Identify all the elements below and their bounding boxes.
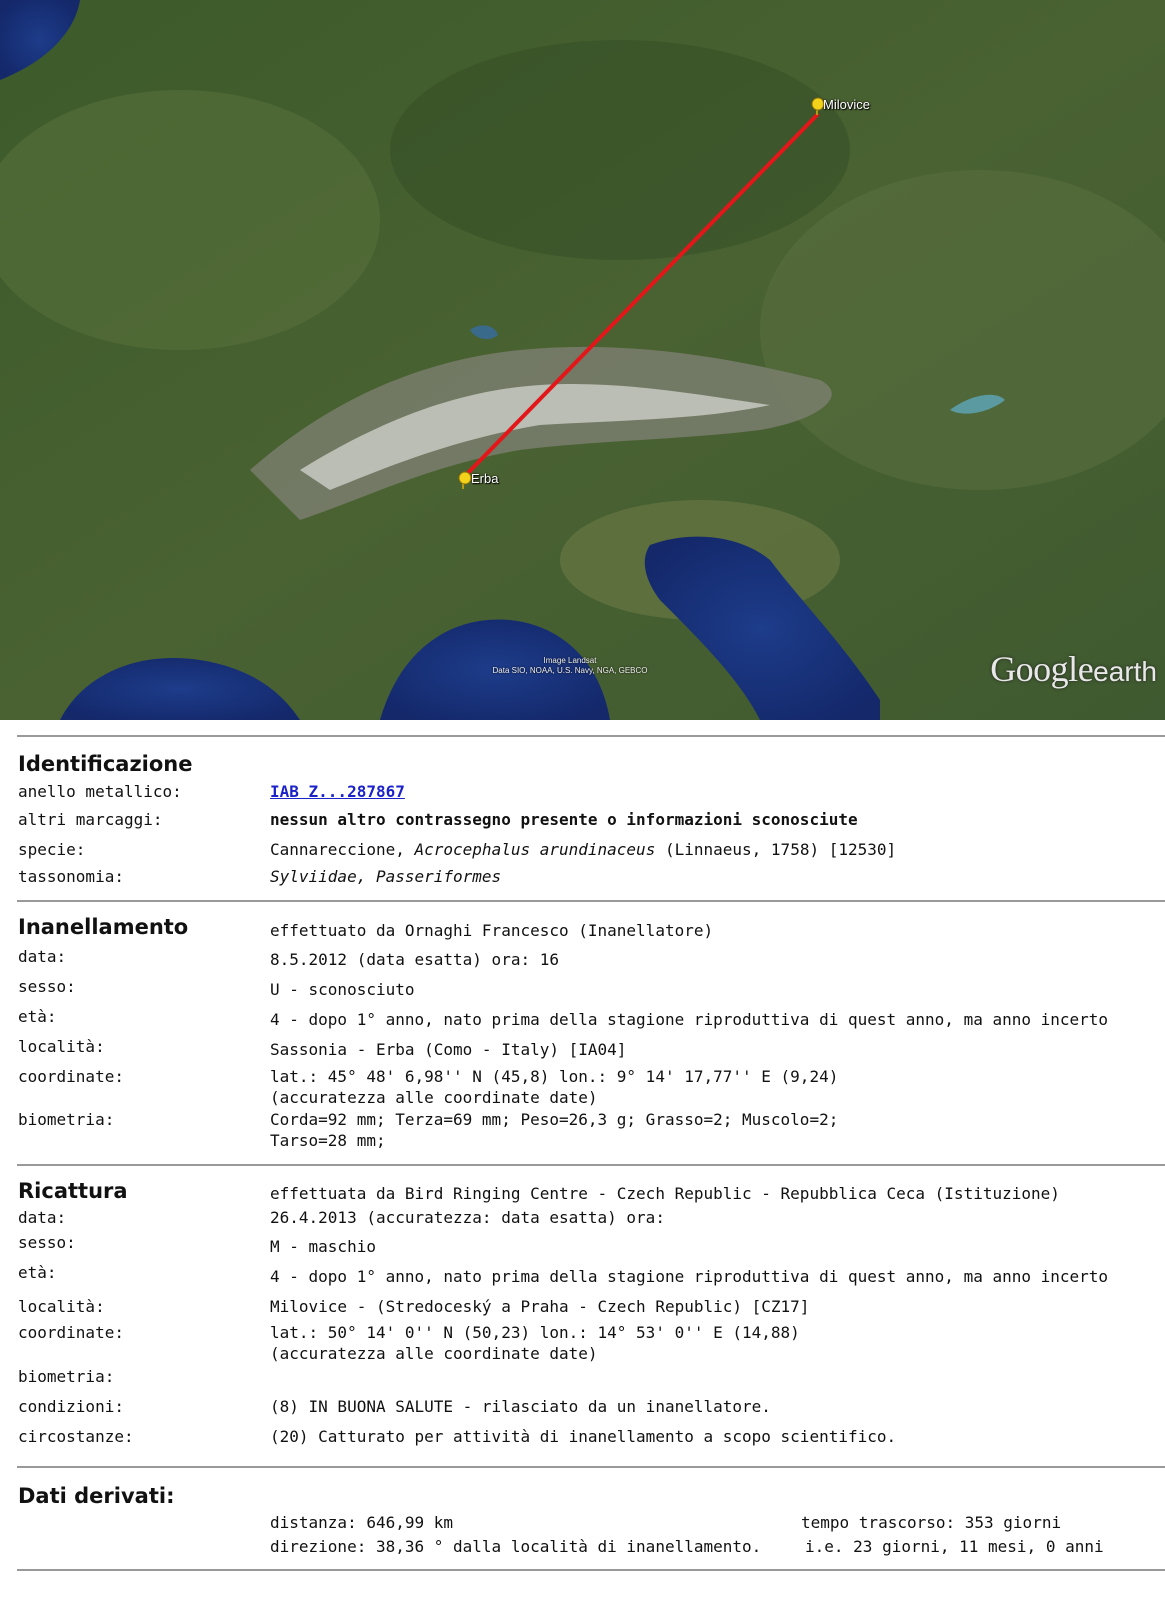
inanellamento-data: 8.5.2012 (data esatta) ora: 16 <box>270 950 559 969</box>
google-earth-logo <box>990 648 1157 690</box>
inanellamento-eta: 4 - dopo 1° anno, nato prima della stagione riproduttiva di quest anno, ma anno incerto <box>270 1010 1109 1029</box>
ring-link[interactable]: IAB Z...287867 <box>270 782 405 801</box>
specie-common: Cannareccione, <box>270 840 415 859</box>
ricattura-coordinate-note: (accuratezza alle coordinate date) <box>270 1344 598 1363</box>
derivati-direzione: direzione: 38,36 ° dalla località di inanellamento. <box>270 1537 762 1556</box>
inanellamento-by: effettuato da Ornaghi Francesco (Inanellatore) <box>270 921 714 940</box>
label-sesso: sesso: <box>18 977 76 996</box>
derivati-distanza: distanza: 646,99 km <box>270 1513 454 1532</box>
inanellamento-sesso: U - sconosciuto <box>270 980 415 999</box>
imagery-credit <box>470 656 670 676</box>
derivati-tempo: tempo trascorso: 353 giorni <box>801 1513 1062 1532</box>
label-eta: età: <box>18 1263 57 1282</box>
satellite-map[interactable] <box>0 0 1165 720</box>
label-anello: anello metallico: <box>18 782 182 801</box>
ricattura-coordinate: lat.: 50° 14' 0'' N (50,23) lon.: 14° 53' 0'' E (14,88) <box>270 1323 800 1342</box>
section-divider <box>17 735 1165 737</box>
label-coordinate: coordinate: <box>18 1067 124 1086</box>
credit-line: Data SIO, NOAA, U.S. Navy, NGA, GEBCO <box>492 666 648 675</box>
section-title-dati-derivati: Dati derivati: <box>18 1484 175 1508</box>
label-circostanze: circostanze: <box>18 1427 134 1446</box>
section-title-inanellamento: Inanellamento <box>18 915 189 939</box>
inanellamento-coordinate: lat.: 45° 48' 6,98'' N (45,8) lon.: 9° 14' 17,77'' E (9,24) <box>270 1067 839 1086</box>
label-tassonomia: tassonomia: <box>18 867 124 886</box>
section-divider <box>17 900 1165 902</box>
ricattura-condizioni: (8) IN BUONA SALUTE - rilasciato da un inanellatore. <box>270 1397 771 1416</box>
inanellamento-localita: Sassonia - Erba (Como - Italy) [IA04] <box>270 1040 627 1059</box>
label-sesso: sesso: <box>18 1233 76 1252</box>
label-data: data: <box>18 947 67 966</box>
credit-line: Image Landsat <box>543 656 597 665</box>
label-specie: specie: <box>18 840 86 859</box>
label-eta: età: <box>18 1007 57 1026</box>
tassonomia-value: Sylviidae, Passeriformes <box>270 867 502 886</box>
inanellamento-biometria-2: Tarso=28 mm; <box>270 1131 386 1150</box>
specie-authority: (Linnaeus, 1758) [12530] <box>655 840 897 859</box>
ricattura-sesso: M - maschio <box>270 1237 376 1256</box>
logo-earth: earth <box>1093 656 1157 687</box>
section-divider <box>17 1164 1165 1166</box>
marker-label-milovice: Milovice <box>823 97 870 112</box>
specie-value <box>270 840 896 859</box>
label-data: data: <box>18 1208 67 1227</box>
ring-value <box>270 782 405 801</box>
section-divider <box>17 1569 1165 1571</box>
ricattura-data: 26.4.2013 (accuratezza: data esatta) ora: <box>270 1208 665 1227</box>
label-condizioni: condizioni: <box>18 1397 124 1416</box>
section-title-identificazione: Identificazione <box>18 752 193 776</box>
label-biometria: biometria: <box>18 1367 115 1386</box>
ricattura-circostanze: (20) Catturato per attività di inanellamento a scopo scientifico. <box>270 1427 897 1446</box>
section-title-ricattura: Ricattura <box>18 1179 128 1203</box>
inanellamento-biometria: Corda=92 mm; Terza=69 mm; Peso=26,3 g; Grasso=2; Muscolo=2; <box>270 1110 839 1129</box>
inanellamento-coordinate-note: (accuratezza alle coordinate date) <box>270 1088 598 1107</box>
label-localita: località: <box>18 1297 105 1316</box>
label-coordinate: coordinate: <box>18 1323 124 1342</box>
altri-marcaggi-value: nessun altro contrassegno presente o informazioni sconosciute <box>270 810 858 829</box>
section-divider <box>17 1466 1165 1468</box>
label-altri-marcaggi: altri marcaggi: <box>18 810 163 829</box>
ricattura-by: effettuata da Bird Ringing Centre - Czech Republic - Repubblica Ceca (Istituzione) <box>270 1184 1060 1203</box>
specie-latin: Acrocephalus arundinaceus <box>414 840 656 859</box>
label-biometria: biometria: <box>18 1110 115 1129</box>
logo-google: Google <box>990 649 1094 689</box>
marker-label-erba: Erba <box>471 471 499 486</box>
label-localita: località: <box>18 1037 105 1056</box>
ricattura-eta: 4 - dopo 1° anno, nato prima della stagione riproduttiva di quest anno, ma anno incerto <box>270 1267 1109 1286</box>
ricattura-localita: Milovice - (Stredoceský a Praha - Czech Republic) [CZ17] <box>270 1297 810 1316</box>
derivati-tempo-ie: i.e. 23 giorni, 11 mesi, 0 anni <box>805 1537 1104 1556</box>
